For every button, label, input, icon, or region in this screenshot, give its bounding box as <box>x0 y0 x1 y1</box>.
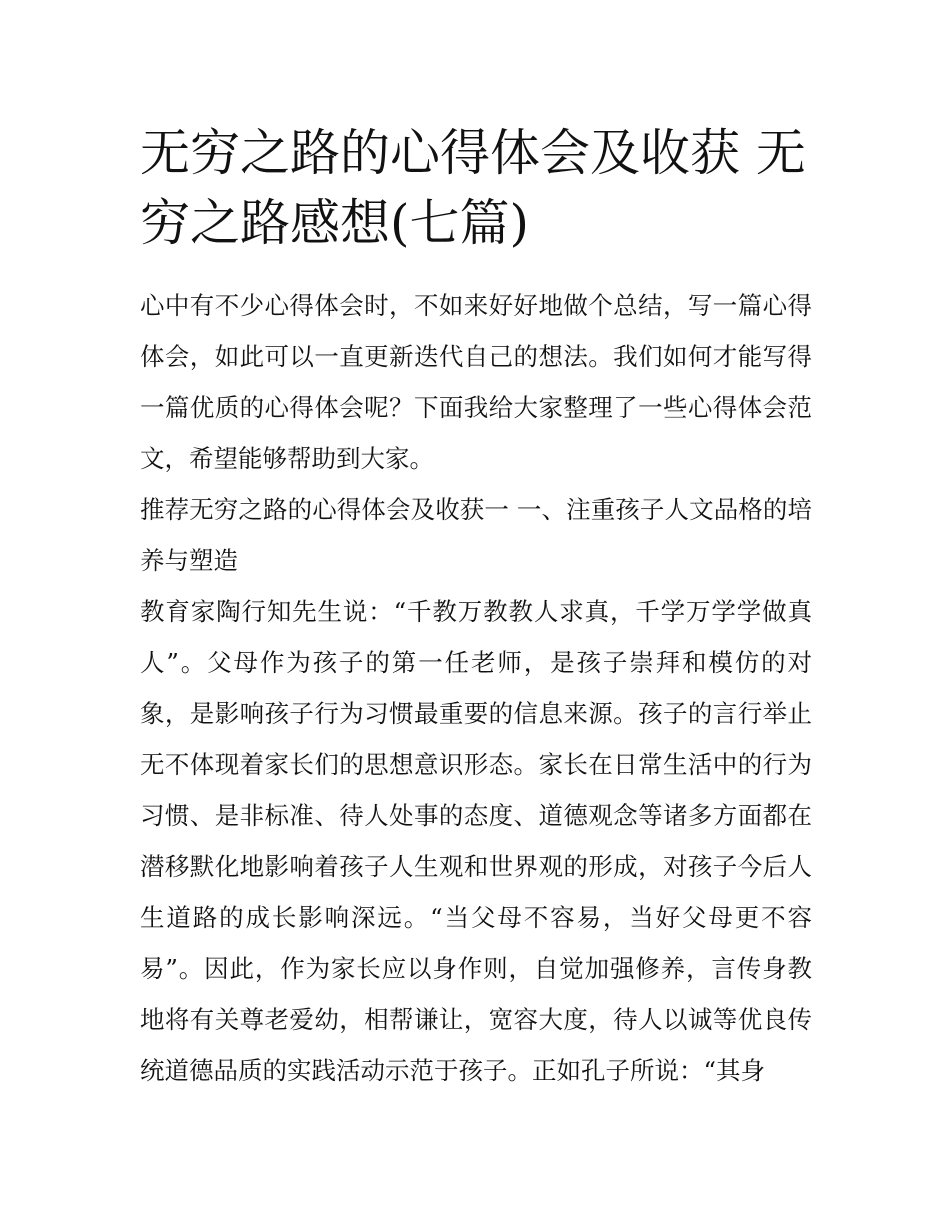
body-paragraph: 教育家陶行知先生说：“千教万教教人求真，千学万学学做真人”。父母作为孩子的第一任老师，是孩子崇拜和模仿的对象，是影响孩子行为习惯最重要的信息来源。孩子的言行举止无不体现着家长们的思想意识形态。家长在日常生活中的行为习惯、是非标准、待人处事的态度、道德观念等诸多方面都在潜移默化地影响着孩子人生观和世界观的形成，对孩子今后人生道路的成长影响深远。“当父母不容易，当好父母更不容易”。因此，作为家长应以身作则，自觉加强修养，言传身教地将有关尊老爱幼，相帮谦让，宽容大度，待人以诚等优良传统道德品质的实践活动示范于孩子。正如孔子所说：“其身 <box>140 597 812 1085</box>
intro-paragraph: 心中有不少心得体会时，不如来好好地做个总结，写一篇心得体会，如此可以一直更新迭代自己的想法。我们如何才能写得一篇优质的心得体会呢？下面我给大家整理了一些心得体会范文，希望能够帮助到大家。 <box>140 291 812 473</box>
document-title: 无穷之路的心得体会及收获 无穷之路感想(七篇) <box>140 124 806 252</box>
document-page <box>140 118 812 1096</box>
section-heading: 推荐无穷之路的心得体会及收获一 一、注重孩子人文品格的培养与塑造 <box>140 495 812 575</box>
